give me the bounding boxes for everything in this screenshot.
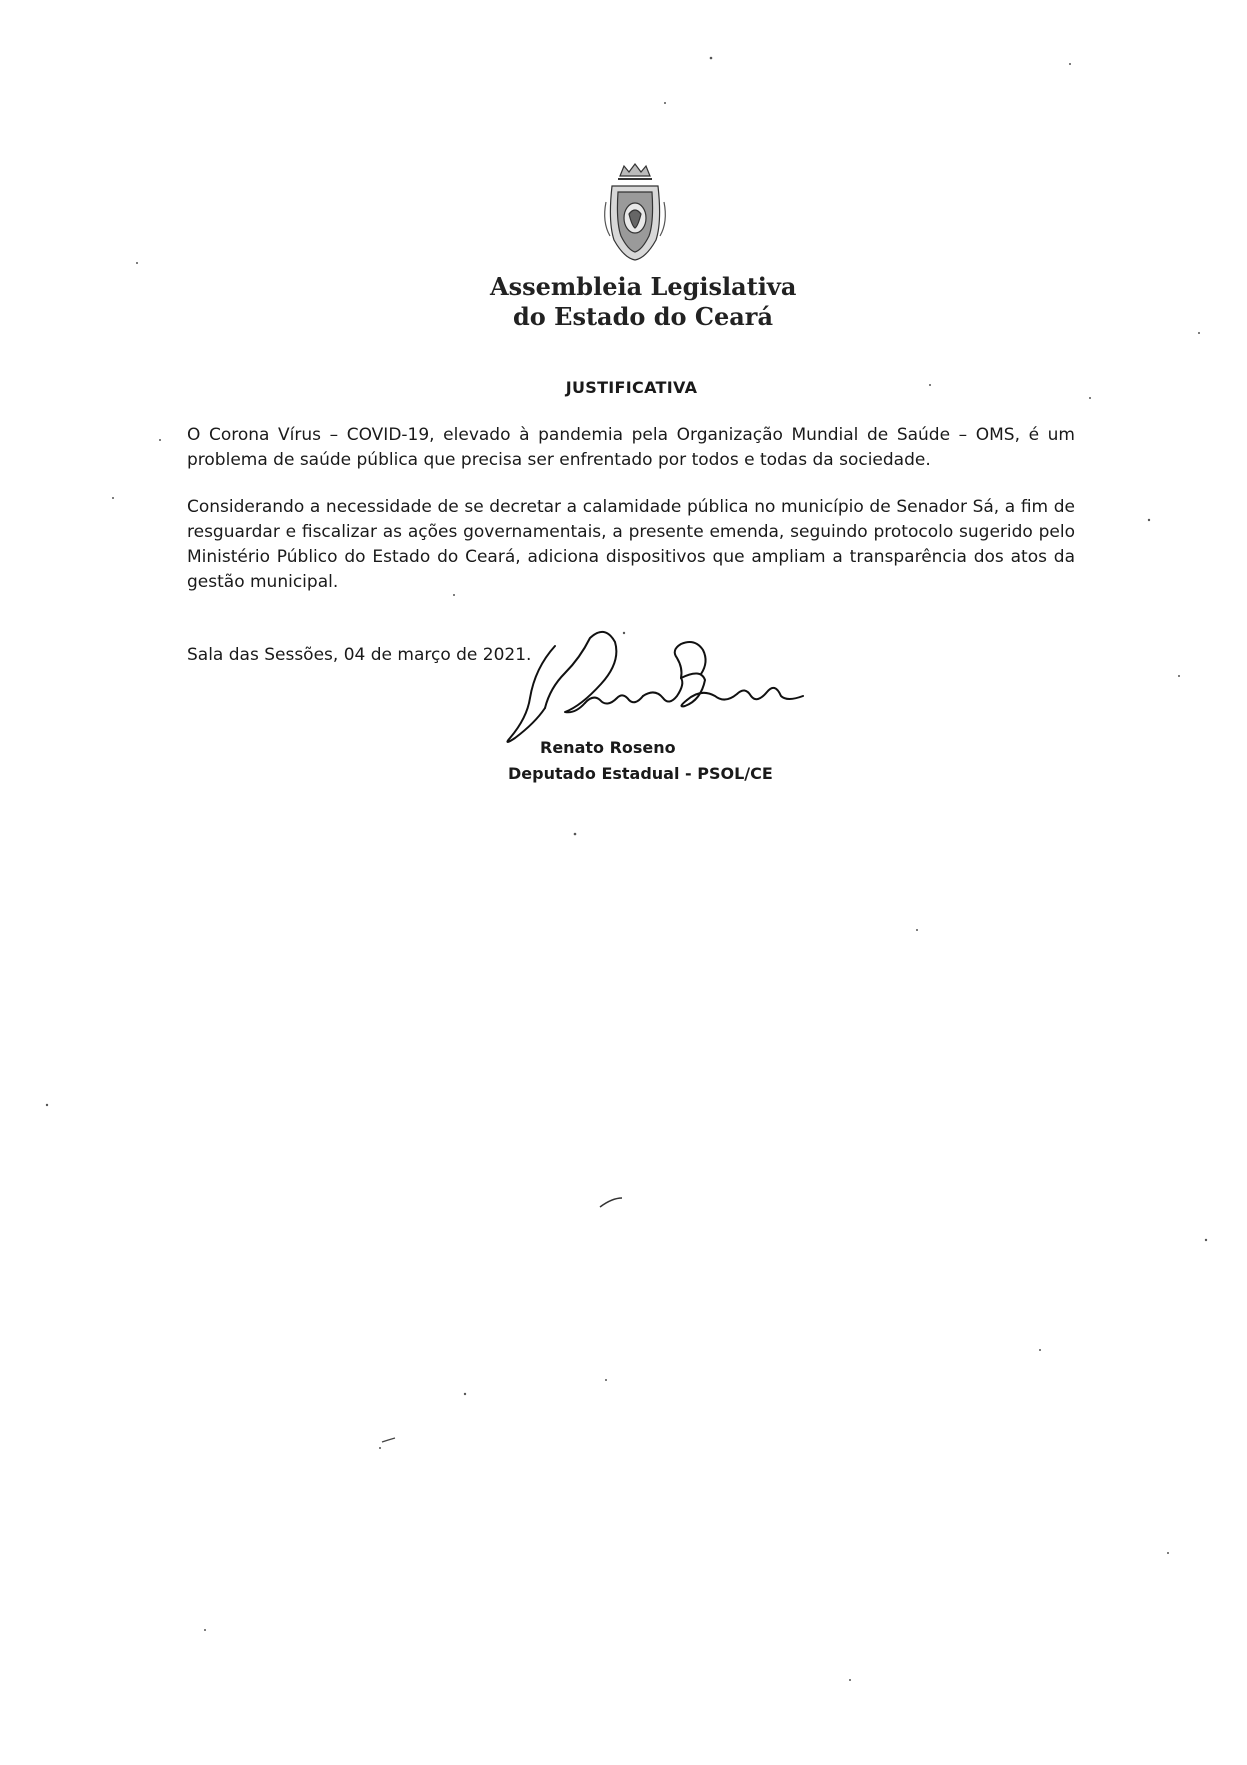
institution-name-line1: Assembleia Legislativa [490, 272, 797, 301]
state-coat-of-arms-icon [598, 162, 672, 262]
signer-role: Deputado Estadual - PSOL/CE [508, 764, 773, 783]
paragraph-1: O Corona Vírus – COVID-19, elevado à pandemia pela Organização Mundial de Saúde – OMS, é um problema de saúde pública que precisa ser enfrentado por todos e todas da sociedade. [187, 425, 1075, 470]
signer-name: Renato Roseno [540, 738, 676, 757]
closing-place-date: Sala das Sessões, 04 de março de 2021. [187, 645, 532, 665]
document-title: JUSTIFICATIVA [565, 378, 698, 397]
handwritten-signature [505, 628, 805, 748]
institution-name-line2: do Estado do Ceará [513, 302, 773, 331]
institution-name [440, 272, 840, 332]
paragraph-2: Considerando a necessidade de se decretar a calamidade pública no município de Senador Sá, a fim de resguardar e fiscalizar as ações governamentais, a presente emenda, seguindo protocolo sugerido pelo Ministério Público do Estado do Ceará, adiciona dispositivos que ampliam a transparência dos atos da gestão municipal. [187, 497, 1075, 592]
